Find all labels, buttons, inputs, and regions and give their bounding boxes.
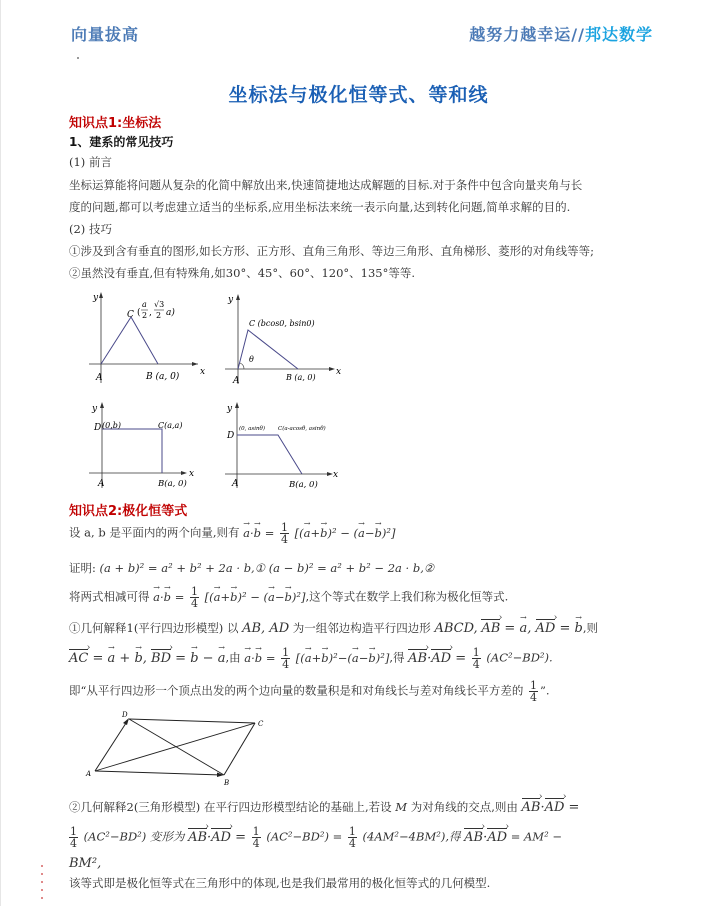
geo2-m: M <box>395 800 408 814</box>
y-axis-arrow <box>100 402 104 408</box>
point-c: C <box>127 310 134 320</box>
header-right-label <box>469 22 653 45</box>
geo2-part-c: (4AM²−4BM²),得 <box>362 829 461 844</box>
header-left-label: 向量拔高 <box>71 25 140 44</box>
proof-line <box>69 562 434 576</box>
fraction-quarter: $\frac{1}{4}$ <box>348 825 356 850</box>
figure-parallelogram <box>81 708 281 788</box>
geo2-tail: 为对角线的交点,则由 <box>410 800 518 814</box>
geo1-mid: 为一组邻边构造平行四边形 <box>292 621 431 635</box>
point-b: B(a, 0) <box>158 479 187 489</box>
d-coord: (0, asinθ) <box>239 426 266 432</box>
point-c: C(a,a) <box>158 421 183 430</box>
y-axis-arrow <box>235 402 239 408</box>
proof-prefix: 证明: <box>69 561 96 575</box>
geo1-result: (AC²−BD²). <box>486 650 553 665</box>
geo1-ab-ad: AB, AD <box>242 621 290 636</box>
part1-text-2: 度的问题,都可以考虑建立适当的坐标系,应用坐标法来统一表示向量,达到转化问题,简单求解的目的. <box>69 200 571 214</box>
tip-2: ②虽然没有垂直,但有特殊角,如30°、45°、60°、120°、135°等等. <box>69 266 416 280</box>
point-b: B <box>224 779 230 787</box>
d-coord: (0,b) <box>102 421 121 430</box>
header-brand: 邦达数学 <box>584 25 653 44</box>
c-x-num: a <box>142 300 147 309</box>
proof-eq2: (a − b)² = a² + b² − 2a · b,② <box>268 561 435 575</box>
proof-eq1: (a + b)² = a² + b² + 2a · b,① <box>99 561 266 575</box>
y-label: y <box>228 295 234 305</box>
page-title: 坐标法与极化恒等式、等和线 <box>228 84 489 106</box>
point-d: D <box>227 431 235 441</box>
geo1-quote <box>69 680 550 703</box>
diagonal-db <box>129 719 224 775</box>
point-b: B (a, 0) <box>286 373 316 382</box>
fraction-quarter: $\frac{1}{4}$ <box>191 585 198 610</box>
geo1-by: ,由 <box>225 650 241 665</box>
x-axis-arrow <box>181 471 187 475</box>
part1-text-1: 坐标运算能将问题从复杂的化简中解放出来,快速简捷地达成解题的目标.对于条件中包含向量夹角与长 <box>69 178 583 192</box>
header-dot <box>77 57 79 59</box>
polarization-identity-line: 设 a, b 是平面内的两个向量,则有 → a·→ b = $\frac{1}{4}$ [(→ a+→ b)² − (→ a−→ b)²] <box>69 522 396 545</box>
y-label: y <box>93 293 99 303</box>
angle-arc <box>240 363 244 369</box>
subtract-line: 将两式相减可得 → a·→ b = $\frac{1}{4}$ [(→ a+→ b)² − (→ a−→ b)²],这个等式在数学上我们称为极化恒等式. <box>69 586 508 609</box>
subtract-prefix: 将两式相减可得 <box>69 589 150 604</box>
c-y-tail: a) <box>166 308 175 318</box>
y-axis-arrow <box>236 294 240 300</box>
geo1-tail: ,则 <box>582 621 598 635</box>
point-a: A <box>86 770 92 778</box>
geo1-prefix: ①几何解释1(平行四边形模型) 以 <box>69 621 239 635</box>
figure-angle-triangle <box>223 288 343 388</box>
x-label: x <box>333 470 339 480</box>
fraction-quarter: $\frac{1}{4}$ <box>282 646 290 671</box>
c-y-num: √3 <box>154 300 165 309</box>
section1-heading: 知识点1:坐标法 <box>69 116 162 131</box>
trapezoid-edges <box>237 435 302 474</box>
x-label: x <box>189 469 195 479</box>
c-x-den: 2 <box>142 311 148 320</box>
triangle-edges <box>238 330 298 369</box>
c-open-paren: ( <box>137 308 141 318</box>
y-axis-arrow <box>99 292 103 298</box>
x-axis-arrow <box>192 362 198 366</box>
geo2-line1: ②几何解释2(三角形模型) 在平行四边形模型结论的基础上,若设 M 为对角线的交点,则由 AB ›·AD › = <box>69 800 579 816</box>
geo1-line2: AC › = → a + → b, BD › = → b − → a,由 → a·→ b = $\frac{1}{4}$ [(→ a+→ b)²−(→ a−→ b)²],得 AB ›·AD › = $\frac{1}{4}$ (AC²−BD²). <box>69 647 553 670</box>
fraction-quarter: $\frac{1}{4}$ <box>281 521 288 546</box>
figure-equilateral-triangle <box>86 288 211 388</box>
point-c: C (bcos0, bsin0) <box>249 319 315 328</box>
figure-rectangle <box>86 398 211 490</box>
geo2-part-b: (AC²−BD²) = <box>266 829 343 844</box>
rectangle-edges <box>102 429 162 473</box>
point-a: A <box>96 373 103 383</box>
section2-heading: 知识点2:极化恒等式 <box>69 504 188 519</box>
point-b: B(a, 0) <box>289 480 318 490</box>
part1-label: (1) 前言 <box>69 155 112 169</box>
tip-1: ①涉及到含有垂直的图形,如长方形、正方形、直角三角形、等边三角形、直角梯形、菱形的对角线等等; <box>69 244 595 258</box>
geo1-line1: ①几何解释1(平行四边形模型) 以 AB, AD 为一组邻边构造平行四边形 ABCD, AB › = → a, AD › = → b,则 <box>69 621 598 637</box>
point-a: A <box>98 479 105 489</box>
triangle-edges <box>101 317 158 364</box>
point-d: D <box>94 423 102 433</box>
c-comma: , <box>149 308 152 318</box>
edge-ad <box>95 720 128 771</box>
edge-dc <box>129 719 255 723</box>
fraction-quarter: $\frac{1}{4}$ <box>70 825 77 850</box>
geo2-prefix: ②几何解释2(三角形模型) 在平行四边形模型结论的基础上,若设 <box>69 800 392 814</box>
geo2-line2: $\frac{1}{4}$ (AC²−BD²) 变形为 AB ›·AD › = $\frac{1}{4}$ (AC²−BD²) = $\frac{1}{4}$ (4AM²−4BM²),得 AB ›·AD › = AM² − <box>69 826 562 849</box>
geo1-abcd: ABCD, <box>434 621 478 636</box>
edge-ab <box>95 771 222 775</box>
geo2-part-d: = AM² − <box>510 829 562 844</box>
intro-prefix: 设 a, b 是平面内的两个向量,则有 <box>69 525 240 540</box>
fraction-quarter: $\frac{1}{4}$ <box>530 679 538 704</box>
margin-dots <box>41 865 43 905</box>
x-label: x <box>336 367 342 377</box>
point-c: C <box>258 720 264 728</box>
y-label: y <box>92 404 98 414</box>
c-y-den: 2 <box>156 311 162 320</box>
subtract-suffix: ,这个等式在数学上我们称为极化恒等式. <box>305 589 509 604</box>
geo1-quote-end: ”. <box>540 683 550 698</box>
fraction-quarter: $\frac{1}{4}$ <box>252 825 260 850</box>
section1-subheading: 1、建系的常见技巧 <box>69 135 174 149</box>
fraction-quarter: $\frac{1}{4}$ <box>472 646 480 671</box>
theta-label: θ <box>249 355 254 364</box>
point-b: B (a, 0) <box>146 372 180 382</box>
geo2-conclusion: 该等式即是极化恒等式在三角形中的体现,也是我们最常用的极化恒等式的几何模型. <box>69 876 491 890</box>
y-label: y <box>227 404 233 414</box>
geo2-line3: BM², <box>69 856 102 871</box>
geo2-part-a: (AC²−BD²) 变形为 <box>83 829 185 844</box>
point-d: D <box>122 711 128 719</box>
geo1-quote-text: 即“从平行四边形一个顶点出发的两个边向量的数量积是和对角线长与差对角线长平方差的 <box>69 683 524 698</box>
point-a: A <box>233 376 240 386</box>
header-slogan: 越努力越幸运// <box>469 25 585 44</box>
point-c: C(a-acosθ, asinθ) <box>278 426 326 432</box>
part2-label: (2) 技巧 <box>69 222 112 236</box>
geo1-get: ,得 <box>389 650 405 665</box>
point-a: A <box>232 479 239 489</box>
x-label: x <box>200 367 206 377</box>
arrow-ad <box>123 718 129 725</box>
x-axis-arrow <box>329 367 335 371</box>
figure-trapezoid <box>223 398 343 490</box>
